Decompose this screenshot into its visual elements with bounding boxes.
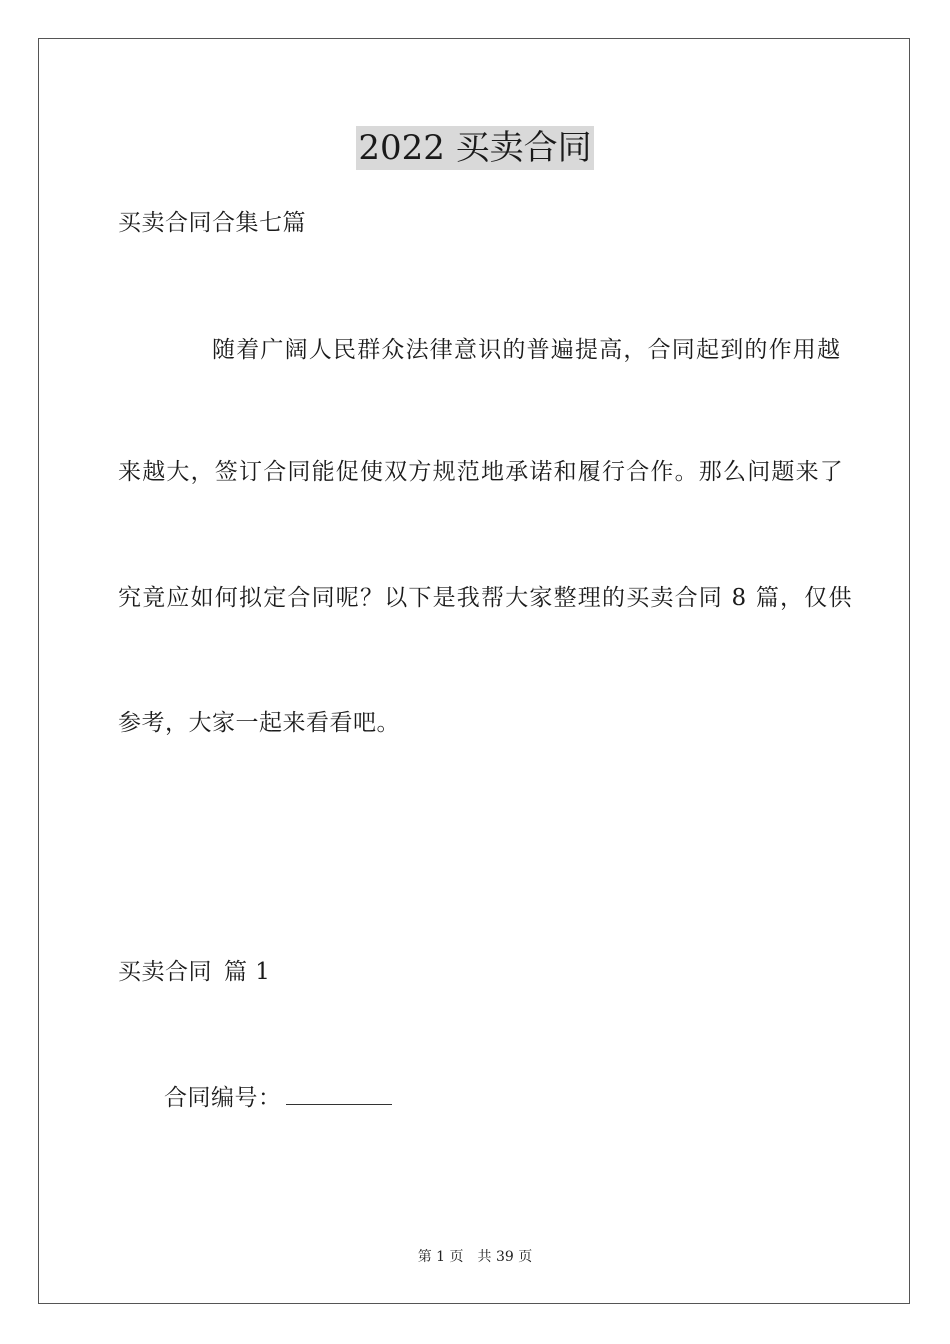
intro-line-4: 参考，大家一起来看看吧。: [118, 710, 400, 736]
contract-number-blank: [286, 1082, 392, 1105]
intro-line-1: 随着广阔人民群众法律意识的普遍提高，合同起到的作用越: [212, 337, 842, 363]
contract-number-row: [164, 1082, 392, 1113]
document-subtitle: 买卖合同合集七篇: [118, 210, 306, 236]
document-title: 2022 买卖合同: [358, 128, 592, 168]
section-heading-text: 买卖合同: [118, 959, 212, 985]
page-footer: [0, 1248, 950, 1266]
section-heading: [118, 957, 270, 987]
section-number: 篇 1: [224, 959, 271, 985]
page-total: 共 39 页: [477, 1249, 533, 1265]
title-container: [0, 126, 950, 170]
intro-line-2: 来越大，签订合同能促使双方规范地承诺和履行合作。那么问题来了: [118, 459, 844, 485]
contract-number-label: 合同编号：: [164, 1085, 282, 1111]
page-number: 第 1 页: [417, 1249, 464, 1265]
intro-line-3: 究竟应如何拟定合同呢？以下是我帮大家整理的买卖合同 8 篇，仅供: [118, 585, 853, 611]
